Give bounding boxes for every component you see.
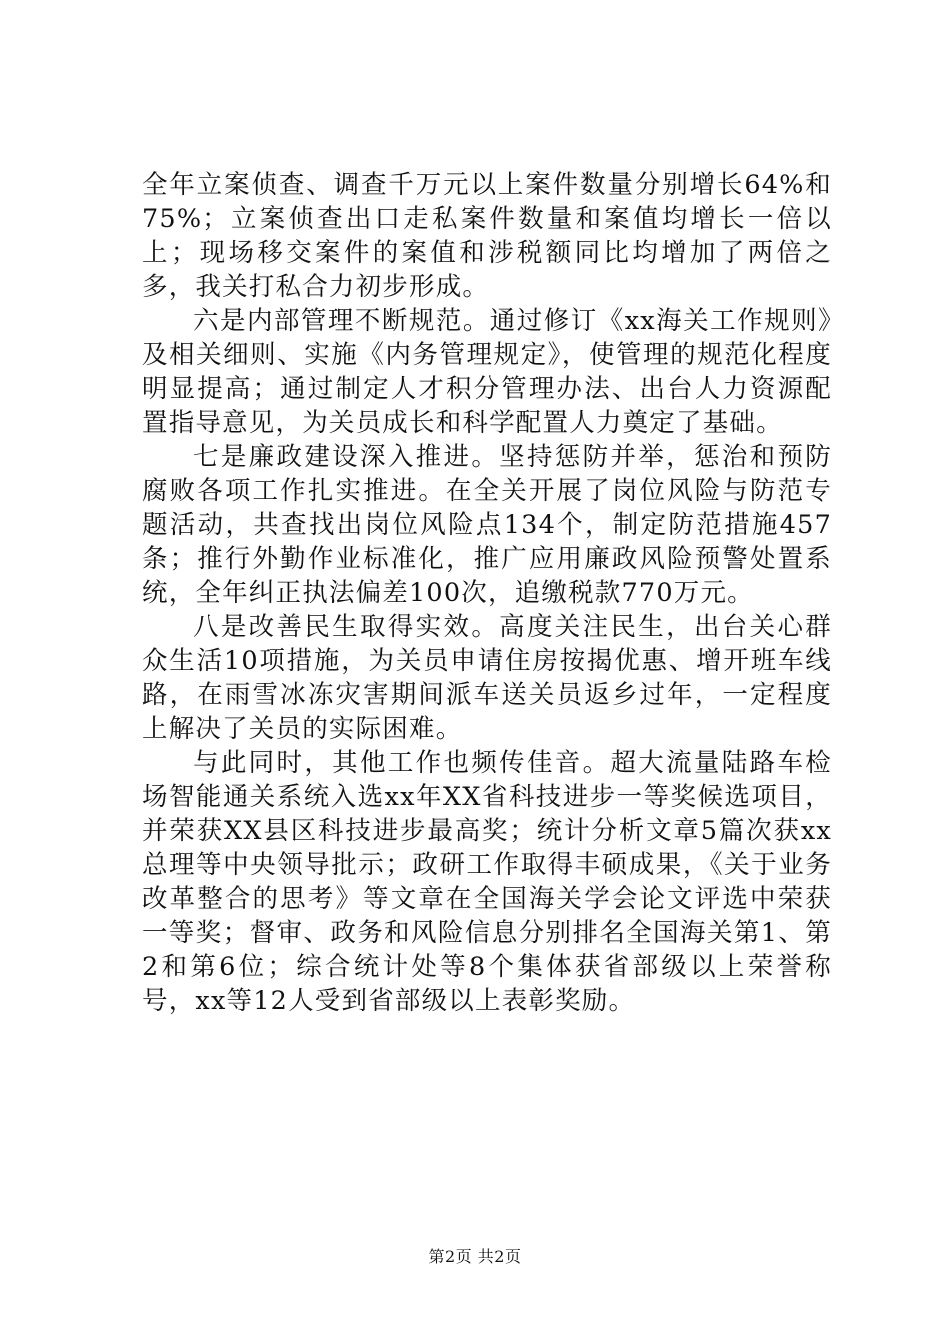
document-body: [142, 168, 832, 1018]
paragraph-integrity-building: 七是廉政建设深入推进。坚持惩防并举，惩治和预防腐败各项工作扎实推进。在全关开展了岗位风险与防范专题活动，共查找出岗位风险点134个，制定防范措施457条；推行外勤作业标准化，推广应用廉政风险预警处置系统，全年纠正执法偏差100次，追缴税款770万元。: [142, 442, 832, 608]
paragraph-internal-management: 六是内部管理不断规范。通过修订《xx海关工作规则》及相关细则、实施《内务管理规定》，使管理的规范化程度明显提高；通过制定人才积分管理办法、出台人力资源配置指导意见，为关员成长和科学配置人力奠定了基础。: [142, 306, 832, 438]
paragraph-other-work: 与此同时，其他工作也频传佳音。超大流量陆路车检场智能通关系统入选xx年XX省科技进步一等奖候选项目，并荣获XX县区科技进步最高奖；统计分析文章5篇次获xx总理等中央领导批示；政研工作取得丰硕成果，《关于业务改革整合的思考》等文章在全国海关学会论文评选中荣获一等奖；督审、政务和风险信息分别排名全国海关第1、第2和第6位；综合统计处等8个集体获省部级以上荣誉称号，xx等12人受到省部级以上表彰奖励。: [142, 748, 832, 1016]
page-footer: 第2页 共2页: [428, 1247, 522, 1266]
paragraph-livelihood: 八是改善民生取得实效。高度关注民生，出台关心群众生活10项措施，为关员申请住房按揭优惠、增开班车线路，在雨雪冰冻灾害期间派车送关员返乡过年，一定程度上解决了关员的实际困难。: [142, 612, 832, 744]
paragraph-continuation: 全年立案侦查、调查千万元以上案件数量分别增长64%和75%；立案侦查出口走私案件数量和案值均增长一倍以上；现场移交案件的案值和涉税额同比均增加了两倍之多，我关打私合力初步形成。: [142, 170, 832, 302]
